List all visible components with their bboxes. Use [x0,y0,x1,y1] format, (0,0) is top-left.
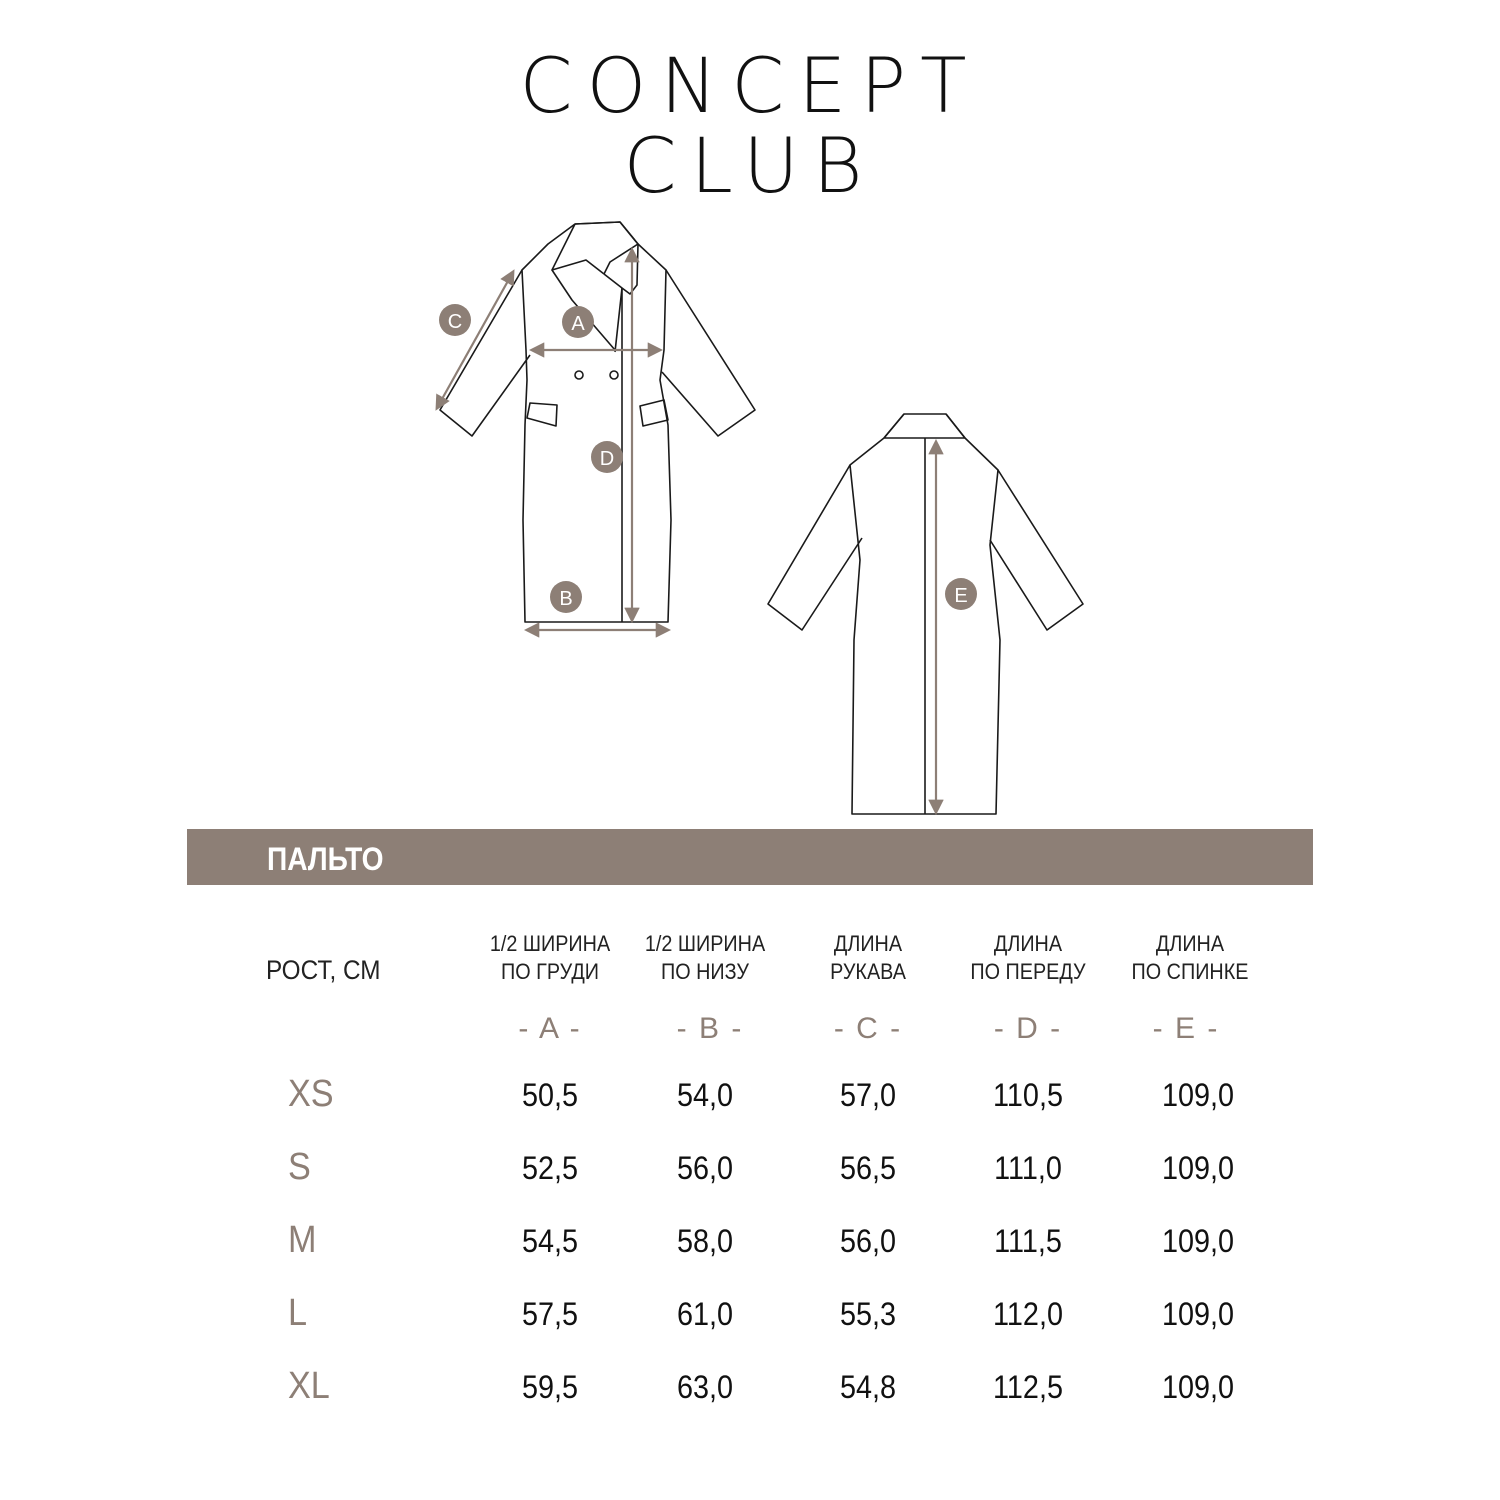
col-code-e: - E - [1152,1012,1220,1045]
size-label: L [288,1292,308,1334]
coat-front-view [440,222,755,622]
table-cell: 109,0 [1161,1150,1235,1186]
table-cell: 57,5 [521,1296,579,1332]
table-cell: 58,0 [676,1223,734,1259]
table-cell: 61,0 [676,1296,734,1332]
brand-logo-line2: CLUB [623,121,877,210]
table-cell: 112,0 [993,1296,1063,1332]
marker-b [550,581,582,613]
marker-a [562,306,594,338]
col-code-a: - A - [518,1012,582,1045]
size-label: S [288,1146,311,1188]
table-cell: 54,8 [839,1369,897,1405]
table-cell: 56,5 [839,1150,897,1186]
svg-text:B: B [559,588,573,610]
col-header-e: ДЛИНА ПО СПИНКЕ [1131,931,1249,984]
col-header-c: ДЛИНА РУКАВА [830,931,906,984]
table-cell: 111,0 [994,1150,1062,1186]
col-code-b: - B - [676,1012,744,1045]
col-code-c: - C - [833,1012,903,1045]
product-title: ПАЛЬТО [267,841,384,877]
marker-c [439,304,471,336]
front-measure-lines [437,250,668,630]
coat-back-view [768,414,1083,814]
table-cell: 56,0 [839,1223,897,1259]
svg-text:D: D [599,448,615,470]
col-header-a: 1/2 ШИРИНА ПО ГРУДИ [489,931,611,984]
table-cell: 57,0 [839,1077,897,1113]
marker-e [945,578,977,610]
size-label: M [288,1219,317,1261]
row-header: РОСТ, СМ [266,955,381,985]
table-cell: 63,0 [676,1369,734,1405]
col-header-d: ДЛИНА ПО ПЕРЕДУ [970,931,1086,984]
table-cell: 56,0 [676,1150,734,1186]
table-cell: 109,0 [1161,1369,1235,1405]
table-cell: 110,5 [993,1077,1063,1113]
product-banner [187,829,1313,885]
table-cell: 111,5 [994,1223,1062,1259]
table-cell: 55,3 [839,1296,897,1332]
col-header-b: 1/2 ШИРИНА ПО НИЗУ [644,931,766,984]
svg-text:A: A [571,313,585,335]
col-code-d: - D - [993,1012,1063,1045]
table-cell: 54,0 [676,1077,734,1113]
table-cell: 109,0 [1161,1296,1235,1332]
table-cell: 50,5 [521,1077,579,1113]
svg-text:C: C [447,311,463,333]
table-cell: 112,5 [993,1369,1063,1405]
svg-text:E: E [954,585,968,607]
size-label: XS [288,1073,334,1115]
table-cell: 109,0 [1161,1223,1235,1259]
table-cell: 52,5 [521,1150,579,1186]
table-cell: 109,0 [1161,1077,1235,1113]
table-cell: 54,5 [521,1223,579,1259]
marker-d [591,441,623,473]
brand-logo-line1: CONCEPT [519,41,981,130]
table-cell: 59,5 [521,1369,579,1405]
size-label: XL [288,1365,330,1407]
